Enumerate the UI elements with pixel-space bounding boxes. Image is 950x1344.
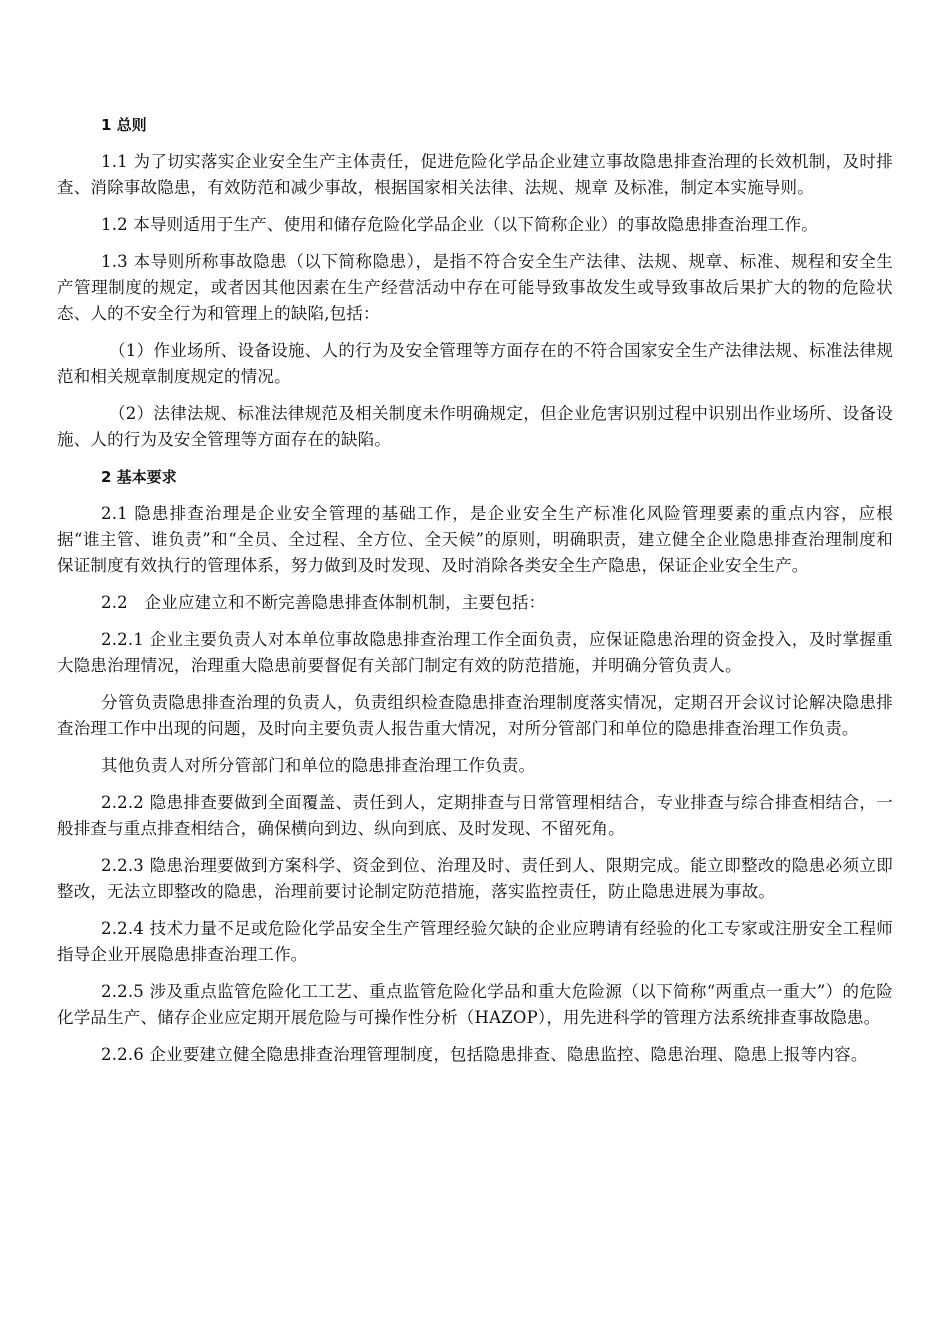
section-heading: 2 基本要求	[101, 468, 177, 486]
paragraph: （1）作业场所、设备设施、人的行为及安全管理等方面存在的不符合国家安全生产法律法规、标准法律规范和相关规章制度规定的情况。	[57, 341, 893, 386]
section-heading: 1 总则	[101, 116, 147, 134]
paragraph: 2.2 企业应建立和不断完善隐患排查体制机制，主要包括：	[101, 593, 546, 612]
paragraph: 2.2.5 涉及重点监管危险化工工艺、重点监管危险化学品和重大危险源（以下简称“两重点一重大”）的危险化学品生产、储存企业应定期开展危险与可操作性分析（HAZOP），用先进科学的管理方法系统排查事故隐患。	[57, 982, 893, 1027]
paragraph: 2.2.1 企业主要负责人对本单位事故隐患排查治理工作全面负责，应保证隐患治理的资金投入，及时掌握重大隐患治理情况，治理重大隐患前要督促有关部门制定有效的防范措施，并明确分管负责人。	[57, 630, 893, 675]
paragraph: 分管负责隐患排查治理的负责人，负责组织检查隐患排查治理制度落实情况，定期召开会议讨论解决隐患排查治理工作中出现的问题，及时向主要负责人报告重大情况，对所分管部门和单位的隐患排查治理工作负责。	[57, 693, 893, 738]
paragraph: 1.2 本导则适用于生产、使用和储存危险化学品企业（以下简称企业）的事故隐患排查治理工作。	[101, 215, 818, 234]
paragraph: 其他负责人对所分管部门和单位的隐患排查治理工作负责。	[101, 756, 536, 775]
paragraph: 1.1 为了切实落实企业安全生产主体责任，促进危险化学品企业建立事故隐患排查治理的长效机制，及时排查、消除事故隐患，有效防范和减少事故，根据国家相关法律、法规、规章 及标准，制定本实施导则。	[57, 152, 893, 197]
paragraph: （2）法律法规、标准法律规范及相关制度未作明确规定，但企业危害识别过程中识别出作业场所、设备设施、人的行为及安全管理等方面存在的缺陷。	[57, 404, 893, 449]
paragraph: 2.2.4 技术力量不足或危险化学品安全生产管理经验欠缺的企业应聘请有经验的化工专家或注册安全工程师指导企业开展隐患排查治理工作。	[57, 919, 893, 964]
paragraph: 2.2.3 隐患治理要做到方案科学、资金到位、治理及时、责任到人、限期完成。能立即整改的隐患必须立即整改，无法立即整改的隐患，治理前要讨论制定防范措施，落实监控责任，防止隐患进展为事故。	[57, 856, 893, 901]
paragraph: 1.3 本导则所称事故隐患（以下简称隐患），是指不符合安全生产法律、法规、规章、标准、规程和安全生产管理制度的规定，或者因其他因素在生产经营活动中存在可能导致事故发生或导致事故后果扩大的物的危险状态、人的不安全行为和管理上的缺陷,包括：	[57, 252, 893, 323]
paragraph: 2.2.6 企业要建立健全隐患排查治理管理制度，包括隐患排查、隐患监控、隐患治理、隐患上报等内容。	[101, 1045, 868, 1064]
document-page	[57, 112, 893, 1068]
paragraph: 2.1 隐患排查治理是企业安全管理的基础工作，是企业安全生产标准化风险管理要素的重点内容，应根据“谁主管、谁负责”和“全员、全过程、全方位、全天候”的原则，明确职责，建立健全企业隐患排查治理制度和保证制度有效执行的管理体系，努力做到及时发现、及时消除各类安全生产隐患，保证企业安全生产。	[57, 504, 893, 575]
paragraph: 2.2.2 隐患排查要做到全面覆盖、责任到人，定期排查与日常管理相结合，专业排查与综合排查相结合，一般排查与重点排查相结合，确保横向到边、纵向到底、及时发现、不留死角。	[57, 793, 893, 838]
